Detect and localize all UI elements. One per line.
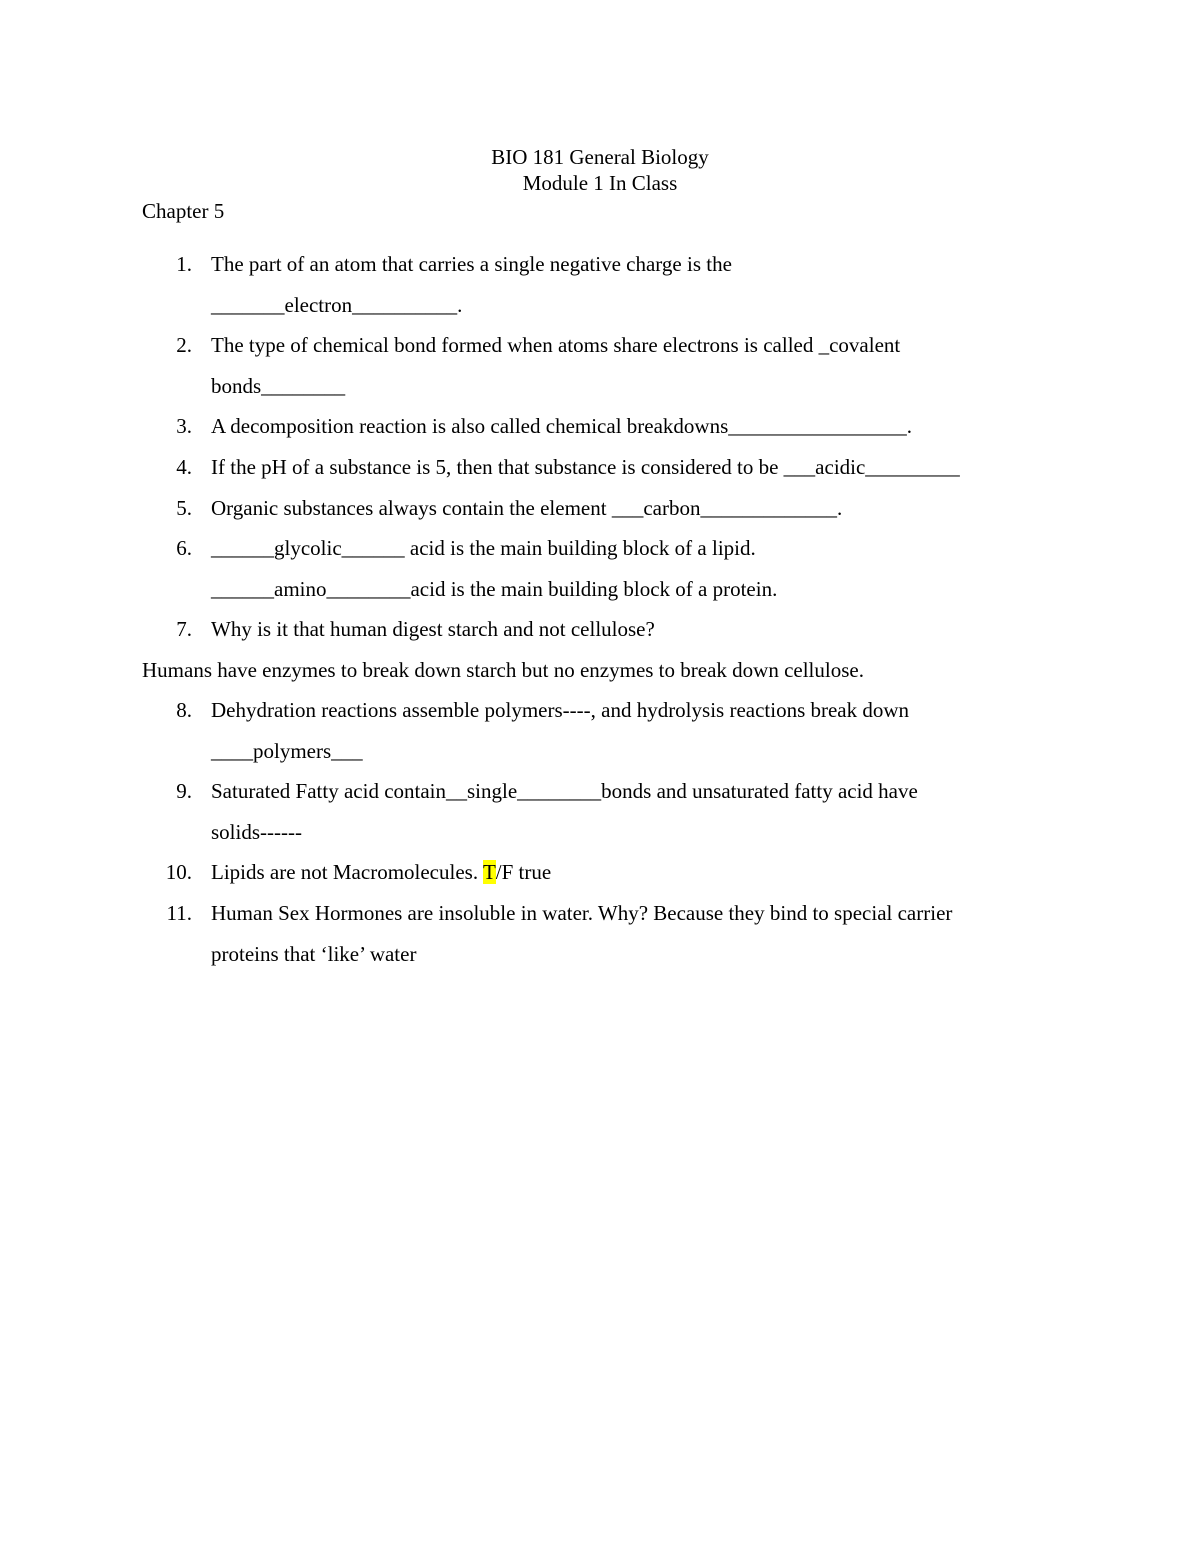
question-text: Why is it that human digest starch and not cellulose? [211, 617, 655, 641]
question-number: 8. [176, 698, 192, 722]
question-number: 10. [165, 860, 192, 884]
question-text-before: Lipids are not Macromolecules. [211, 860, 483, 884]
module-title: Module 1 In Class [522, 171, 678, 195]
question-text: ______glycolic______ acid is the main building block of a lipid. ______amino________acid is the main building block of a protein. [211, 536, 778, 601]
highlighted-answer: T [482, 860, 496, 884]
question-number: 9. [176, 779, 192, 803]
question-number: 5. [176, 496, 192, 520]
question-text: Human Sex Hormones are insoluble in water. Why? Because they bind to special carrier proteins that ‘like’ water [211, 901, 953, 966]
question-number: 4. [176, 455, 192, 479]
question-text: A decomposition reaction is also called chemical breakdowns_________________. [211, 414, 913, 438]
question-text: If the pH of a substance is 5, then that substance is considered to be ___acidic_________ [211, 455, 960, 479]
question-text: Dehydration reactions assemble polymers----, and hydrolysis reactions break down ____polymers___ [211, 698, 910, 763]
question-number: 2. [176, 333, 192, 357]
question-number: 3. [176, 414, 192, 438]
question-number: 1. [176, 252, 192, 276]
question-number: 6. [176, 536, 192, 560]
question-text: Saturated Fatty acid contain__single________bonds and unsaturated fatty acid have solids------ [211, 779, 918, 844]
question-text: Organic substances always contain the element ___carbon_____________. [211, 496, 843, 520]
question-text: The type of chemical bond formed when atoms share electrons is called _covalent bonds________ [211, 333, 901, 398]
chapter-heading: Chapter 5 [142, 199, 225, 223]
question-number: 11. [166, 901, 192, 925]
question-text [211, 852, 1091, 893]
answer-7: Humans have enzymes to break down starch but no enzymes to break down cellulose. [142, 658, 864, 682]
course-title: BIO 181 General Biology [491, 145, 709, 169]
question-text: The part of an atom that carries a single negative charge is the _______electron__________. [211, 252, 732, 317]
question-text-after: /F true [495, 860, 552, 884]
question-number: 7. [176, 617, 192, 641]
